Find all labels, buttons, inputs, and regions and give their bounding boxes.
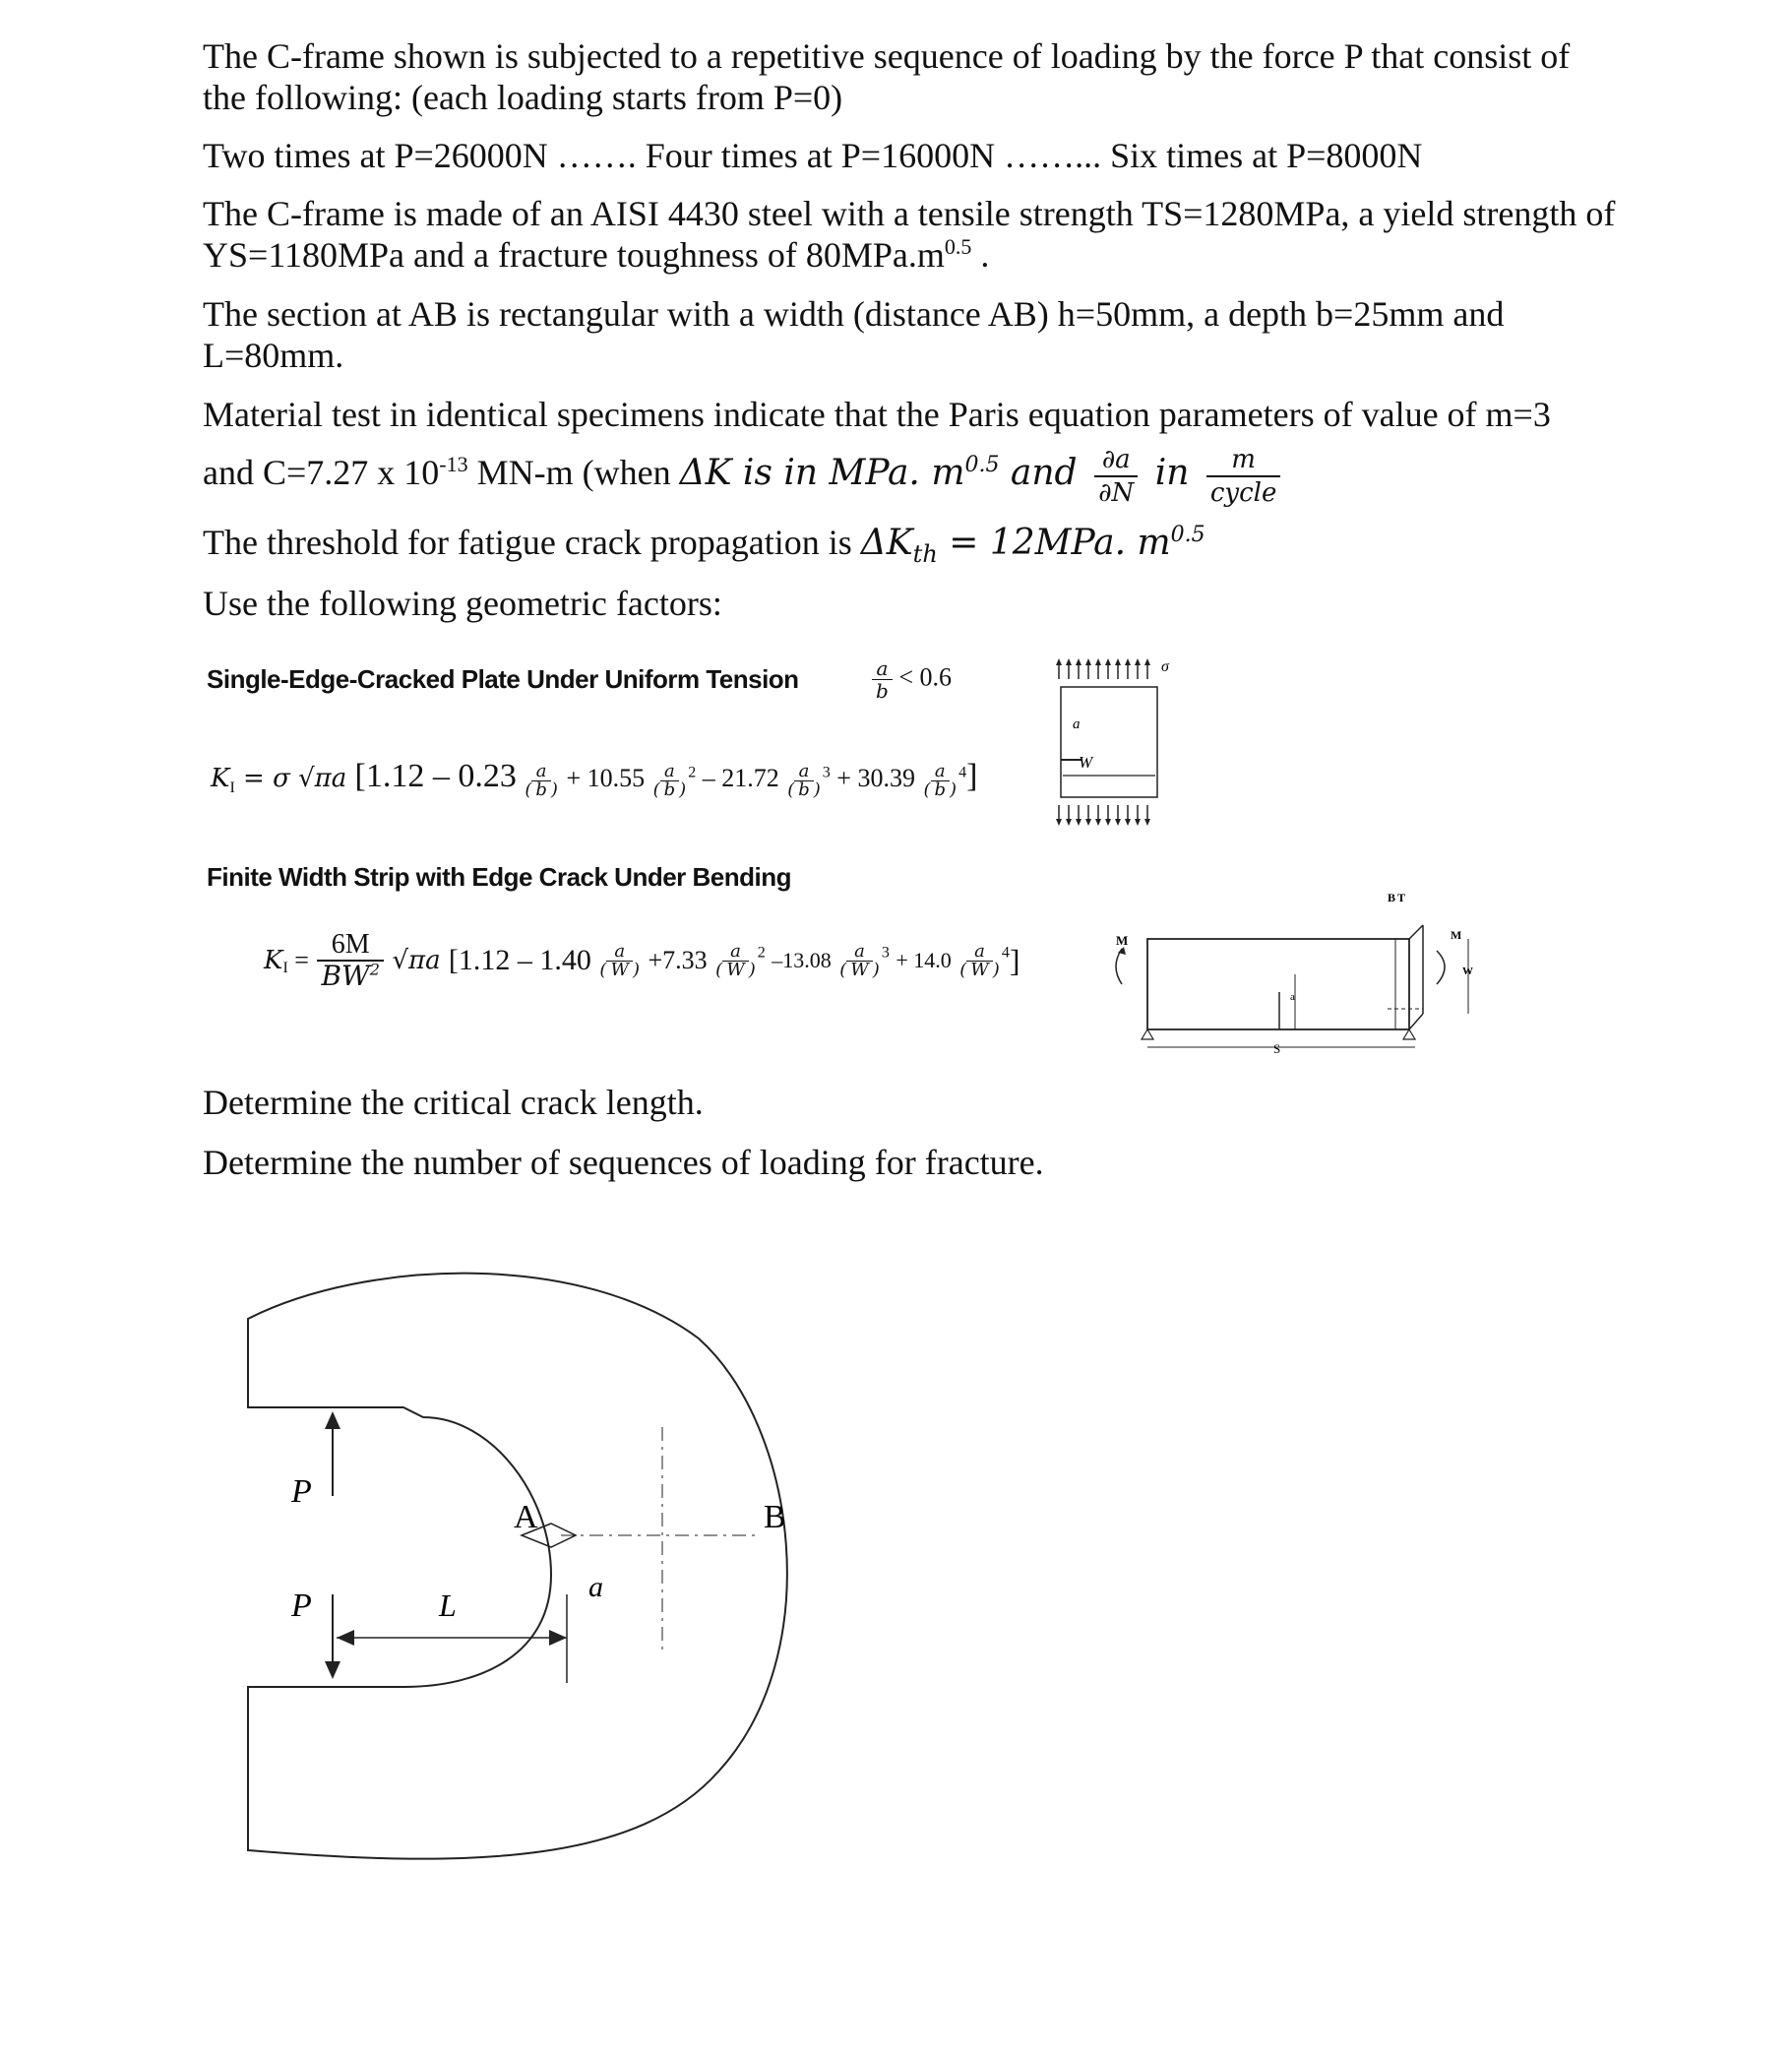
dadn-numerator: ∂a	[1094, 444, 1138, 477]
p-top-label: P	[291, 1473, 312, 1510]
paris-c-text: and C=7.27 x 10	[203, 453, 440, 492]
question-2-text: Determine the number of sequences of loading for fracture.	[203, 1143, 1044, 1182]
l-arrowhead-left	[337, 1630, 354, 1646]
f1-frac-1: ( $\frac{a}{b}$ )	[525, 760, 558, 800]
f2-frac-3: ( $\frac{a}{W}$ )	[839, 940, 880, 980]
load-3: Six times at P=8000N	[1110, 136, 1423, 175]
load-2: Four times at P=16000N	[645, 136, 996, 175]
point-a-label: A	[514, 1499, 538, 1535]
f1-frac-2-num: a	[660, 763, 680, 781]
threshold-dk: ΔK	[860, 523, 913, 563]
f2-eq-sign: =	[287, 946, 316, 974]
p-bottom-label: P	[291, 1588, 312, 1624]
f2-main-den-text: BW	[321, 960, 370, 992]
paris-and: and	[999, 453, 1089, 493]
f2-frac-2: ( $\frac{a}{W}$ )	[715, 940, 756, 980]
material-end: .	[980, 235, 990, 275]
depth-b-label: B	[1388, 891, 1396, 904]
paris-line-2	[203, 443, 1286, 509]
f2-frac-4: ( $\frac{a}{W}$ )	[959, 940, 1000, 980]
paris-dk-math: ΔK is in MPa. m	[679, 453, 965, 493]
crack-a-label: a	[1073, 716, 1081, 732]
f2-frac-4-den: W	[970, 959, 989, 980]
f1-lhs-sub: I	[229, 779, 235, 797]
f2-sqrt: √πa	[392, 946, 449, 975]
strip-top-edge	[1409, 925, 1423, 939]
moment-left-arrow	[1116, 949, 1122, 984]
material-paragraph	[203, 193, 1620, 276]
f2-frac-3-den: W	[850, 959, 869, 980]
f2-frac-2-num: a	[722, 943, 749, 962]
condition-text: < 0.6	[898, 662, 952, 692]
unit-fraction	[1206, 444, 1281, 509]
unit-denominator: cycle	[1209, 477, 1277, 508]
tension-arrows-bottom	[1059, 805, 1147, 823]
f1-frac-4: ( $\frac{a}{b}$ )	[923, 760, 958, 800]
f1-frac-3: ( $\frac{a}{b}$ )	[787, 760, 821, 800]
f1-frac-3-den: b	[798, 778, 810, 800]
thickness-t-label: T	[1397, 891, 1406, 904]
f2-term-3: + 14.0	[896, 948, 952, 972]
f2-frac-1: ( $\frac{a}{W}$ )	[599, 940, 640, 980]
f2-frac-3-num: a	[846, 943, 873, 962]
threshold-exponent: 0.5	[1170, 523, 1205, 547]
intro-paragraph	[203, 35, 1620, 118]
unit-numerator: m	[1206, 444, 1281, 477]
f2-main-fraction	[317, 930, 384, 991]
f1-exp-3: 3	[822, 764, 831, 781]
f1-term-3: + 30.39	[836, 764, 915, 792]
load-1: Two times at P=26000N	[203, 136, 548, 175]
intro-text: The C-frame shown is subjected to a repetitive sequence of loading by the force P that consist of the following: (each loading starts from P=0)	[203, 36, 1571, 117]
f2-term-1: +7.33	[648, 946, 708, 974]
sigma-label: σ	[1161, 658, 1169, 675]
threshold-value: = 12MPa. m	[937, 523, 1171, 563]
moment-right-label: M	[1451, 928, 1462, 942]
f2-frac-1-den: W	[610, 959, 629, 980]
f2-exp-4: 4	[1001, 944, 1010, 962]
condition-denominator: b	[876, 679, 889, 703]
c-frame-outline	[248, 1274, 787, 1859]
tension-arrowheads-top	[1056, 658, 1150, 665]
crack-a-label: a	[1290, 991, 1295, 1003]
use-factors-paragraph	[203, 583, 722, 624]
paris-c-exponent: -13	[439, 452, 468, 476]
material-text: The C-frame is made of an AISI 4430 steel with a tensile strength TS=1280MPa, a yield strength of YS=1180MPa and a fracture toughness of 80MPa.m	[203, 194, 1616, 275]
strip-bottom-edge	[1409, 1014, 1423, 1029]
plate-outline	[1061, 687, 1157, 797]
f2-lhs: K	[264, 946, 283, 975]
f2-term-2: –13.08	[772, 948, 832, 972]
f1-term-0: [1.12 – 0.23	[354, 758, 517, 794]
paris-in: in	[1143, 453, 1201, 493]
f2-main-den-exp: 2	[369, 960, 380, 979]
threshold-paragraph	[203, 522, 1205, 575]
factor2-equation: $K_I$ = $\frac{6M}{BW^2}$ √πa [1.12 – 1.40 ( $\frac{a}{W}$ ) +7.33 ( $\frac{a}{W}$ )$^2$ –13.08 ( $\frac{a}{W}$ )$^3$ + 14.0 ( $\frac{a}{W}$ )$^4$]	[264, 929, 1020, 992]
question-1	[203, 1082, 704, 1123]
f2-frac-4-num: a	[966, 943, 993, 962]
f2-frac-1-num: a	[606, 943, 633, 962]
f1-term-2: – 21.72	[702, 764, 779, 792]
f2-exp-2: 2	[757, 944, 766, 962]
f1-frac-4-den: b	[934, 778, 947, 800]
question-1-text: Determine the critical crack length.	[203, 1083, 704, 1122]
use-factors-text: Use the following geometric factors:	[203, 584, 722, 623]
condition-numerator: a	[872, 657, 893, 680]
support-left	[1142, 1029, 1153, 1039]
edge-crack-plate-figure	[1043, 650, 1181, 837]
p-top-arrowhead	[325, 1411, 340, 1429]
paris-text-1: Material test in identical specimens indicate that the Paris equation parameters of value of m=3	[203, 395, 1551, 434]
f1-frac-2: ( $\frac{a}{b}$ )	[652, 760, 687, 800]
f1-term-1: + 10.55	[566, 764, 646, 792]
paris-dk-exponent: 0.5	[964, 453, 1000, 477]
loading-sequence	[203, 135, 1422, 176]
f1-frac-1-den: b	[535, 778, 547, 800]
section-text: The section at AB is rectangular with a width (distance AB) h=50mm, a depth b=25mm and L=80mm.	[203, 294, 1505, 375]
f2-main-num: 6M	[317, 930, 384, 962]
width-w-label: W	[1079, 753, 1093, 772]
f2-lhs-sub: I	[282, 960, 288, 977]
threshold-subscript: th	[912, 540, 938, 569]
paris-line-1	[203, 394, 1551, 435]
dadn-denominator: ∂N	[1098, 477, 1135, 508]
factor2-title: Finite Width Strip with Edge Crack Under Bending	[207, 862, 792, 892]
factor1-title: Single-Edge-Cracked Plate Under Uniform Tension	[207, 664, 799, 694]
f2-term-0: [1.12 – 1.40	[448, 944, 591, 976]
c-frame-diagram	[226, 1260, 856, 1870]
f1-frac-2-den: b	[663, 778, 676, 800]
p-bottom-arrowhead	[325, 1661, 340, 1679]
dadn-fraction	[1094, 444, 1138, 509]
f1-frac-1-num: a	[531, 763, 551, 781]
f1-exp-2: 2	[688, 764, 697, 781]
f2-frac-2-den: W	[726, 959, 745, 980]
f1-frac-3-num: a	[794, 763, 814, 781]
point-b-label: B	[764, 1499, 786, 1535]
strip-front-face	[1147, 939, 1409, 1029]
load-dots-1: …….	[556, 136, 637, 175]
condition-fraction	[872, 657, 893, 702]
crack-length-label: a	[588, 1571, 603, 1603]
threshold-text: The threshold for fatigue crack propagation is	[203, 523, 861, 562]
moment-right-arrow	[1437, 951, 1445, 984]
f1-exp-4: 4	[958, 764, 967, 781]
tension-arrowheads-bottom	[1056, 819, 1150, 826]
l-label: L	[439, 1588, 457, 1623]
support-right	[1403, 1029, 1415, 1039]
paris-units-text: MN-m (when	[467, 453, 680, 492]
f1-rhs: = σ √πa	[234, 764, 355, 793]
load-dots-2: ……...	[1004, 136, 1102, 175]
section-paragraph	[203, 293, 1580, 376]
factor1-equation: $K_I = \sigma$ √πa [1.12 – 0.23 ( $\frac{a}{b}$ ) + 10.55 ( $\frac{a}{b}$ )$^2$ – 21.72 ( $\frac{a}{b}$ )$^3$ + 30.39 ( $\frac{a}{b}$ )$^4$]	[211, 758, 978, 800]
material-exponent: 0.5	[944, 234, 972, 259]
bending-strip-figure	[1102, 876, 1515, 1053]
moment-left-label: M	[1116, 933, 1129, 948]
f1-lhs: K	[211, 764, 230, 793]
tension-arrows-top	[1059, 661, 1147, 679]
width-w-label: W	[1462, 965, 1473, 977]
question-2	[203, 1142, 1044, 1183]
f1-frac-4-num: a	[931, 763, 951, 781]
f2-exp-3: 3	[881, 944, 890, 962]
factor1-condition	[872, 657, 952, 702]
l-arrowhead-right	[549, 1630, 567, 1646]
f2-main-den	[317, 962, 384, 991]
span-s-label: S	[1273, 1041, 1281, 1053]
